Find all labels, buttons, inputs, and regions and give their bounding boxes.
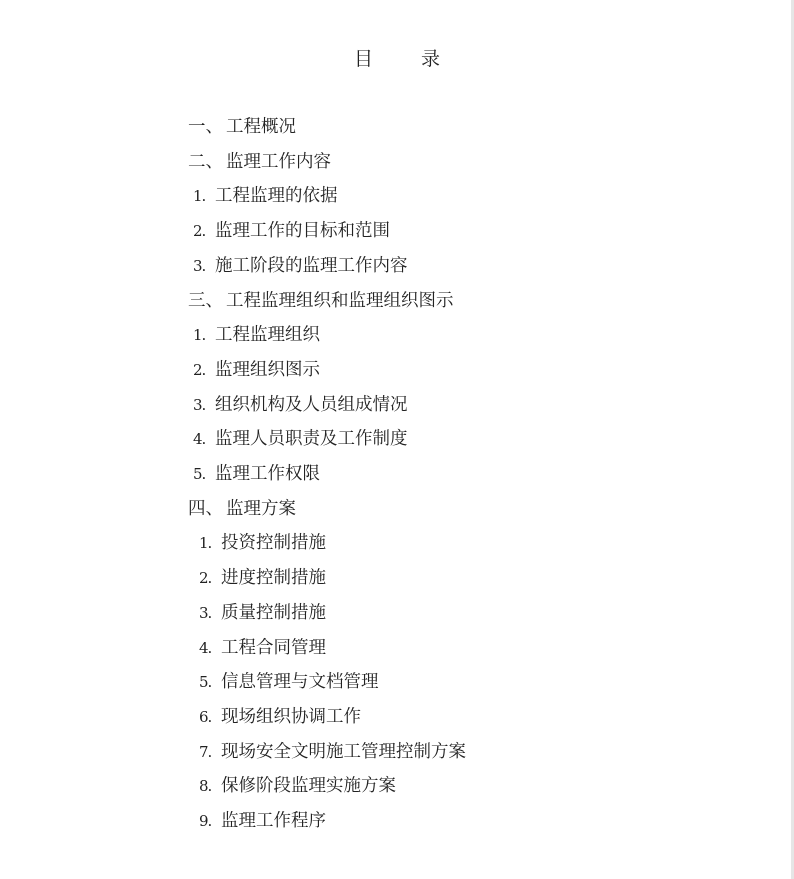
toc-entry-number: 1. [193, 326, 206, 345]
toc-entry [193, 214, 390, 248]
toc-entry-text: 监理工作的目标和范围 [215, 221, 390, 242]
toc-entry-text: 监理工作程序 [221, 811, 326, 831]
toc-entry [199, 769, 396, 803]
toc-entry-number: 2. [193, 222, 206, 241]
toc-entry-number: 3. [193, 256, 206, 275]
toc-title-char-1: 目 [353, 48, 373, 70]
toc-entry-number: 3. [199, 603, 212, 622]
toc-entry-number: 二、 [188, 151, 223, 172]
toc-entry-number: 1. [193, 187, 206, 206]
toc-entry-text: 监理工作内容 [226, 151, 331, 172]
toc-entry [193, 422, 408, 456]
toc-entry [188, 492, 296, 526]
toc-entry [193, 353, 320, 387]
toc-entry-text: 监理组织图示 [215, 359, 320, 380]
toc-entry-text: 投资控制措施 [221, 533, 326, 554]
toc-entry-number: 6. [199, 707, 212, 726]
toc-entry [193, 318, 320, 352]
toc-title [0, 44, 794, 71]
toc-entry-text: 工程监理组织和监理组织图示 [226, 290, 454, 311]
toc-entry-number: 四、 [188, 498, 223, 519]
toc-entry-text: 工程监理组织 [215, 325, 320, 346]
toc-entry-text: 工程合同管理 [221, 637, 326, 658]
toc-entry-number: 9. [199, 812, 212, 830]
toc-entry-text: 组织机构及人员组成情况 [215, 394, 408, 415]
toc-entry [199, 700, 361, 734]
toc-entry-text: 工程概况 [226, 117, 296, 137]
toc-entry-number: 2. [193, 360, 206, 379]
toc-entry [199, 735, 466, 769]
toc-entry-text: 工程监理的依据 [215, 186, 338, 207]
toc-entry-text: 进度控制措施 [221, 568, 326, 589]
toc-entry-number: 5. [199, 673, 212, 692]
toc-entry [199, 665, 379, 699]
toc-entry [199, 526, 326, 560]
toc-entry [193, 457, 320, 491]
toc-entry-number: 2. [199, 569, 212, 588]
toc-entry-text: 监理工作权限 [215, 464, 320, 484]
toc-entry [199, 561, 326, 595]
toc-entry-number: 8. [199, 777, 212, 796]
toc-entry [193, 179, 338, 213]
toc-entry-number: 3. [193, 395, 206, 414]
toc-entry-number: 4. [193, 430, 206, 449]
toc-entry [199, 804, 326, 838]
toc-entry-text: 监理人员职责及工作制度 [215, 429, 408, 450]
toc-entry-text: 现场安全文明施工管理控制方案 [221, 741, 466, 762]
toc-title-char-2: 录 [421, 48, 441, 70]
toc-entry [188, 284, 454, 318]
toc-entry-text: 质量控制措施 [221, 602, 326, 623]
toc-entry-number: 1. [199, 534, 212, 553]
toc-entry [199, 596, 326, 630]
toc-entry-number: 5. [193, 465, 206, 483]
toc-entry-number: 7. [199, 742, 212, 761]
toc-entry-text: 信息管理与文档管理 [221, 672, 379, 693]
toc-entry-text: 保修阶段监理实施方案 [221, 776, 396, 797]
toc-entry [188, 145, 331, 179]
toc-entry-text: 现场组织协调工作 [221, 706, 361, 727]
toc-entry [188, 110, 296, 144]
toc-entry-text: 监理方案 [226, 498, 296, 519]
toc-entry [199, 631, 326, 665]
toc-entry [193, 388, 408, 422]
toc-entry-text: 施工阶段的监理工作内容 [215, 255, 408, 276]
toc-entry-number: 三、 [188, 290, 223, 311]
toc-entry [193, 249, 408, 283]
toc-entry-number: 一、 [188, 117, 223, 137]
toc-entry-number: 4. [199, 638, 212, 657]
